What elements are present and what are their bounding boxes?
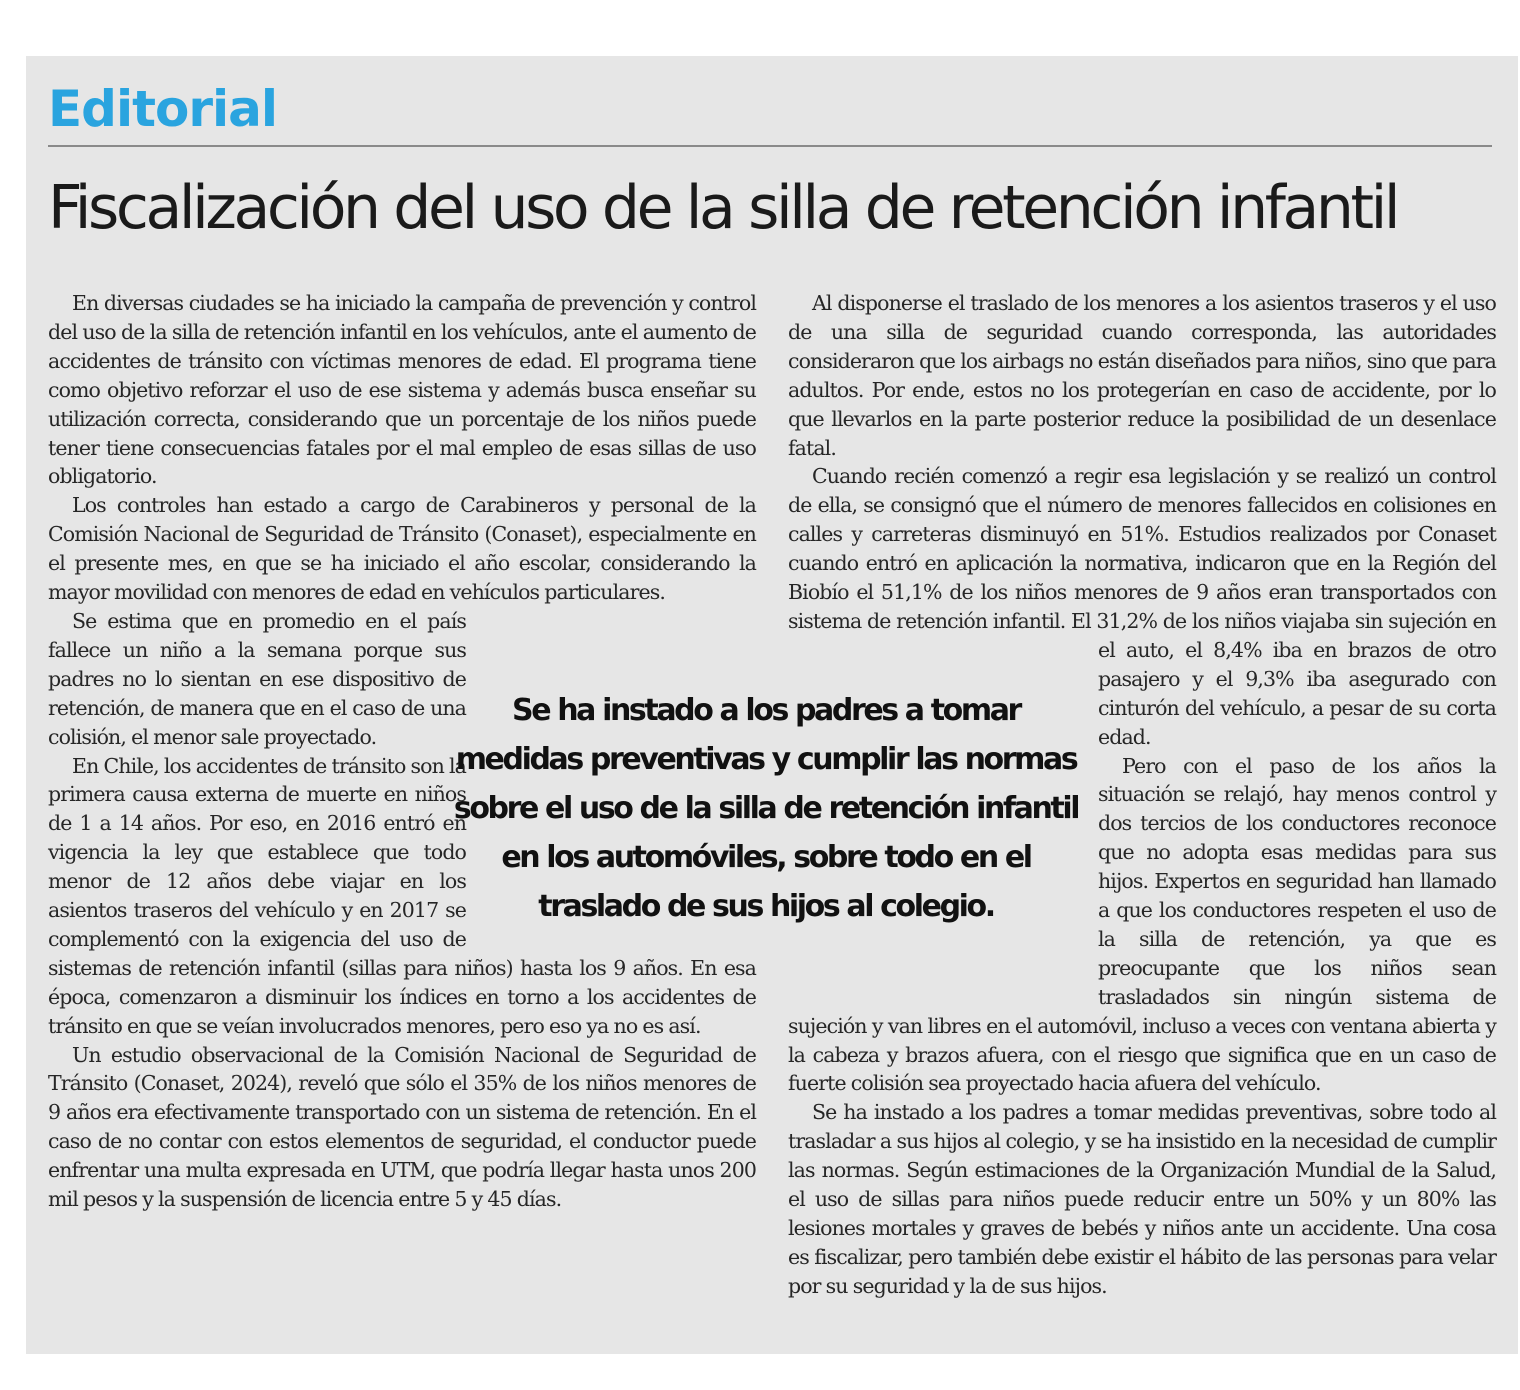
article-paragraph: Se estima que en promedio en el país fallece un niño a la semana porque sus padres no lo sientan en ese dispositivo de retención, de manera que en el caso de una colisión, el menor sale proyectado. — [48, 608, 466, 749]
headline: Fiscalización del uso de la silla de retención infantil — [48, 173, 1398, 243]
article-paragraph: Un estudio observacional de la Comisión Nacional de Seguridad de Tránsito (Conaset, 2024), reveló que sólo el 35% de los niños menores de 9 años era efectivamente transportado con un sistema de retención. En el caso de no contar con estos elementos de seguridad, el conductor puede enfrentar una multa expresada en UTM, que podría llegar hasta unos 200 mil pesos y la suspensión de licencia entre 5 y 45 días. — [48, 1042, 756, 1212]
article-paragraph: Cuando recién comenzó a regir esa legislación y se realizó un control de ella, se consignó que el número de menores fallecidos en colisiones en calles y carreteras disminuyó en 51%. Estudios realizados por Conaset cuando entró en aplicación la normativa, indicaron que en la Región del Biobío el 51,1% de los niños menores de 9 años eran transportados con sistema de retención infantil. El 31,2% de los niños viajaba sin sujeción en el auto, el 8,4% iba en brazos de otro pasajero y el 9,3% iba asegurado con cinturón del vehículo, a pesar de su corta edad. — [788, 464, 1496, 749]
article-paragraph: Los controles han estado a cargo de Carabineros y personal de la Comisión Nacional de Seguridad de Tránsito (Conaset), especialmente en el presente mes, en que se ha iniciado el año escolar, considerando la mayor movilidad con menores de edad en vehículos particulares. — [48, 493, 756, 605]
article-paragraph: Pero con el paso de los años la situación se relajó, hay menos control y dos tercios de los conductores reconoce que no adopta esas medidas para sus hijos. Expertos en seguridad han llamado a que los conductores respeten el uso de la silla de retención, ya que es preocupante que los niños sean trasladados sin ningún sistema de sujeción y van libres en el automóvil, incluso a veces con ventana abierta y la cabeza y brazos afuera, con el riesgo que significa que en un caso de fuerte colisión sea proyectado hacia afuera del vehículo. — [788, 753, 1496, 1096]
article-paragraph: Se ha instado a los padres a tomar medidas preventivas, sobre todo al trasladar a sus hijos al colegio, y se ha insistido en la necesidad de cumplir las normas. Según estimaciones de la Organización Mundial de la Salud, el uso de sillas para niños puede reducir entre un 50% y un 80% las lesiones mortales y graves de bebés y niños ante un accidente. Una cosa es fiscalizar, pero también debe existir el hábito de las personas para velar por su seguridad y la de sus hijos. — [788, 1100, 1496, 1298]
pull-quote: Se ha instado a los padres a tomar medidas preventivas y cumplir las normas sobre el uso de la silla de retención infantil en los automóviles, sobre todo en el traslado de sus hijos al colegio. — [453, 693, 1079, 924]
article-paragraph: En diversas ciudades se ha iniciado la campaña de prevención y control del uso de la silla de retención infantil en los vehículos, ante el aumento de accidentes de tránsito con víctimas menores de edad. El programa tiene como objetivo reforzar el uso de ese sistema y además busca enseñar su utilización correcta, considerando que un porcentaje de los niños puede tener tiene consecuencias fatales por el mal empleo de esas sillas de uso obligatorio. — [48, 291, 756, 489]
section-label: Editorial — [48, 80, 278, 138]
article-paragraph: En Chile, los accidentes de tránsito son la primera causa externa de muerte en niños de 1 a 14 años. Por eso, en 2016 entró en vigencia la ley que establece que todo menor de 12 años debe viajar en los asientos traseros del vehículo y en 2017 se complementó con la exigencia del uso de sistemas de retención infantil (sillas para niños) hasta los 9 años. En esa época, comenzaron a disminuir los índices en torno a los accidentes de tránsito en que se veían involucrados menores, pero eso ya no es así. — [48, 753, 756, 1038]
header-rule — [48, 145, 1492, 147]
article-paragraph: Al disponerse el traslado de los menores a los asientos traseros y el uso de una silla de seguridad cuando corresponda, las autoridades consideraron que los airbags no están diseñados para niños, sino que para adultos. Por ende, estos no los protegerían en caso de accidente, por lo que llevarlos en la parte posterior reduce la posibilidad de un desenlace fatal. — [788, 291, 1496, 460]
